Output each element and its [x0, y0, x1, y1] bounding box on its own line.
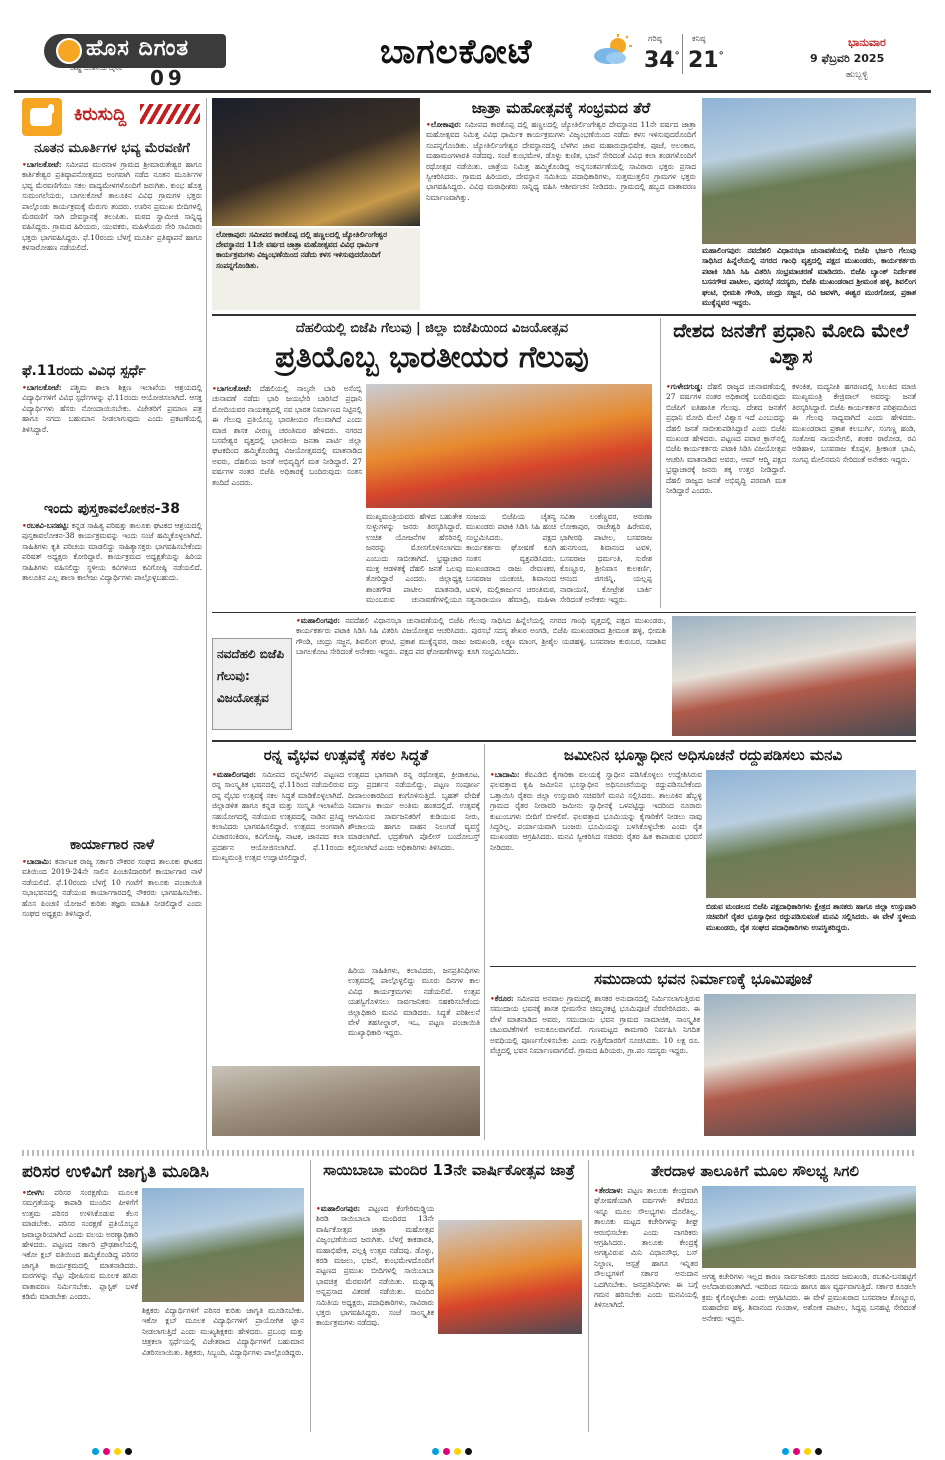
sai-body: •ಮಹಾಲಿಂಗಪುರ: ಪಟ್ಟಣದ ಕೆಂಗೇರಿಮಡ್ಡಿಯ ಶಿರಡಿ ಸಾಯಿಬಾಬಾ ಮಂದಿರದ 13ನೇ ವಾರ್ಷಿಕೋತ್ಸವ ಜಾತ್ರಾ ಮಹೋತ್ಸವ ವಿಜೃಂಭಣೆಯಿಂದ ಜರುಗಿತು. ಬೆಳಗ್ಗೆ ಕಾಕಡಾರತಿ, ಮಹಾಭಿಷೇಕ, ಪಲ್ಲಕ್ಕಿ ಉತ್ಸವ ನಡೆದವು. ಡೊಳ್ಳು, ಕರಡಿ ಮಜಲು, ಭಜನೆ, ಕುಂಭಮೇಳದೊಂದಿಗೆ ಪಟ್ಟಣದ ಪ್ರಮುಖ ಬೀದಿಗಳಲ್ಲಿ ಸಾಯಿಬಾಬಾ ಭಾವಚಿತ್ರ ಮೆರವಣಿಗೆ ನಡೆಯಿತು. ಮಧ್ಯಾಹ್ನ ಅನ್ನಪ್ರಸಾದ ವಿತರಣೆ ನಡೆಯಿತು. ಮಂದಿರ ಸಮಿತಿಯ ಅಧ್ಯಕ್ಷರು, ಪದಾಧಿಕಾರಿಗಳು, ಸಾವಿರಾರು ಭಕ್ತರು ಭಾಗವಹಿಸಿದ್ದರು. ಸಂಜೆ ಸಾಂಸ್ಕೃತಿಕ ಕಾರ್ಯಕ್ರಮಗಳು ನಡೆದವು.: [316, 1204, 434, 1328]
edition-name: ಹುಬ್ಬಳ್ಳಿ: [846, 70, 868, 80]
story-title: ಇಂದು ಪುಸ್ತಕಾವಲೋಕನ-38: [44, 501, 180, 517]
sidebar-story: [22, 836, 202, 1121]
photo-caption: ಬಿಡುವ ಮಂಡಲದ ಬಿಜೆಪಿ ಪಕ್ಷದಾಧಿಕಾರಿಗಳು ಕ್ಷೇತ್ರದ ಶಾಸಕರು ಹಾಗೂ ಜಿಲ್ಲಾ ಉಸ್ತುವಾರಿ ಸಚಿವರಿಗೆ ರೈತರ ಭೂಸ್ವಾಧೀನ ರದ್ದುಪಡಿಸುವಂತೆ ಮನವಿ ಸಲ್ಲಿಸಿದರು. ಈ ವೇಳೆ ಸ್ಥಳೀಯ ಮುಖಂಡರು, ರೈತ ಸಂಘದ ಪದಾಧಿಕಾರಿಗಳು ಉಪಸ್ಥಿತರಿದ್ದರು.: [706, 902, 916, 932]
section-rule: [490, 966, 916, 967]
env-body-col2: ಶಿಕ್ಷಕರು ವಿದ್ಯಾರ್ಥಿಗಳಿಗೆ ಪರಿಸರ ಕುರಿತು ಜಾಗೃತಿ ಮೂಡಿಸಬೇಕು. ಇಕೋ ಕ್ಲಬ್ ಮೂಲಕ ವಿದ್ಯಾರ್ಥಿಗಳಿಗೆ ಪ್ರಾಯೋಗಿಕ ಜ್ಞಾನ ನೀಡಲಾಗುತ್ತಿದೆ ಎಂದು ಮುಖ್ಯಶಿಕ್ಷಕರು ಹೇಳಿದರು. ಪ್ರಬಂಧ ಮತ್ತು ಚಿತ್ರಕಲಾ ಸ್ಪರ್ಧೆಯಲ್ಲಿ ವಿಜೇತರಾದ ವಿದ್ಯಾರ್ಥಿಗಳಿಗೆ ಬಹುಮಾನ ವಿತರಿಸಲಾಯಿತು. ಶಿಕ್ಷಕರು, ಸಿಬ್ಬಂದಿ, ವಿದ್ಯಾರ್ಥಿಗಳು ಪಾಲ್ಗೊಂಡಿದ್ದರು.: [142, 1306, 304, 1357]
lead-body-col2: ಮುಖ್ಯಮಂತ್ರಿಯವರು ಹೇಳಿದ ಬಹುತೇಕ ಸುಳ್ಳುಗಳನ್ನು ಜನರು ತಿರಸ್ಕರಿಸಿದ್ದಾರೆ. ಉಚಿತ ಯೋಜನೆಗಳ ಹೆಸರಿನಲ್ಲಿ ಜನರನ್ನು ಮೋಸಗೊಳಿಸಲಾಗದು ಎಂಬುದು ಸಾಬೀತಾಗಿದೆ. ಭ್ರಷ್ಟಾಚಾರ ಮುಕ್ತ ಆಡಳಿತಕ್ಕೆ ದೆಹಲಿ ಜನತೆ ಒಲವು ತೋರಿದ್ದಾರೆ ಎಂದರು. ಜಿಲ್ಲಾಧ್ಯಕ್ಷ ಶಾಂತಗೌಡ ಪಾಟೀಲ ಮಾತನಾಡಿ, ಮುಂಬರುವ ಚುನಾವಣೆಗಳಲ್ಲಿಯೂ: [366, 512, 462, 605]
community-body: •ಕೆರೂರ: ಸಮೀಪದ ಅನವಾಲ ಗ್ರಾಮದಲ್ಲಿ ಶಾಸಕರ ಅನುದಾನದಲ್ಲಿ ನಿರ್ಮಿಸಲಾಗುತ್ತಿರುವ ಸಮುದಾಯ ಭವನಕ್ಕೆ ಶಾಸಕ ಭೀಮಸೇನ ಚಿಮ್ಮನಕಟ್ಟಿ ಭೂಮಿಪೂಜೆ ನೆರವೇರಿಸಿದರು. ಈ ವೇಳೆ ಮಾತನಾಡಿದ ಅವರು, ಸಮುದಾಯ ಭವನ ಗ್ರಾಮದ ಸಾಮಾಜಿಕ, ಸಾಂಸ್ಕೃತಿಕ ಚಟುವಟಿಕೆಗಳಿಗೆ ಅನುಕೂಲವಾಗಲಿದೆ. ಗುಣಮಟ್ಟದ ಕಾಮಗಾರಿ ನಿರ್ವಹಿಸಿ ನಿಗದಿತ ಅವಧಿಯಲ್ಲಿ ಪೂರ್ಣಗೊಳಿಸಬೇಕು ಎಂದು ಗುತ್ತಿಗೆದಾರರಿಗೆ ಸೂಚಿಸಿದರು. 10 ಲಕ್ಷ ರೂ. ವೆಚ್ಚದಲ್ಲಿ ಭವನ ನಿರ್ಮಾಣವಾಗಲಿದೆ. ಗ್ರಾಮದ ಹಿರಿಯರು, ಗ್ರಾ.ಪಂ ಸದಸ್ಯರು ಇದ್ದರು.: [490, 994, 700, 1056]
navadehali-label-box: [212, 638, 292, 730]
terdal-headline: ತೇರದಾಳ ತಾಲೂಕಿಗೆ ಮೂಲ ಸೌಲಭ್ಯ ಸಿಗಲಿ: [651, 1162, 859, 1180]
temp-divider: [682, 34, 683, 74]
land-body: •ಬಾದಾಮಿ: ಕೆಐಎಡಿಬಿ ಕೈಗಾರಿಕಾ ವಲಯಕ್ಕೆ ಸ್ವಾಧೀನ ಪಡಿಸಿಕೊಳ್ಳಲು ಉದ್ದೇಶಿಸಿರುವ ಫಲವತ್ತಾದ ಕೃಷಿ ಜಮೀನಿನ ಭೂಸ್ವಾಧೀನ ಅಧಿಸೂಚನೆಯನ್ನು ರದ್ದುಪಡಿಸಬೇಕೆಂದು ಒತ್ತಾಯಿಸಿ ರೈತರು ಜಿಲ್ಲಾ ಉಸ್ತುವಾರಿ ಸಚಿವರಿಗೆ ಮನವಿ ಸಲ್ಲಿಸಿದರು. ತಾಲೂಕಿನ ಹೆಬ್ಬಳ್ಳಿ ಗ್ರಾಮದ ರೈತರ ನೀರಾವರಿ ಜಮೀನು ಸ್ವಾಧೀನಕ್ಕೆ ಒಳಪಟ್ಟಿದ್ದು ಇದರಿಂದ ನೂರಾರು ಕುಟುಂಬಗಳು ಬೀದಿಗೆ ಬೀಳಲಿವೆ. ಫಲವತ್ತಾದ ಭೂಮಿಯನ್ನು ಕೈಗಾರಿಕೆಗೆ ನೀಡಲು ನಾವು ಸಿದ್ಧರಿಲ್ಲ. ಪರ್ಯಾಯವಾಗಿ ಬಂಜರು ಭೂಮಿಯನ್ನು ಬಳಸಿಕೊಳ್ಳಬೇಕು ಎಂದು ರೈತ ಮುಖಂಡರು ಆಗ್ರಹಿಸಿದರು. ಮನವಿ ಸ್ವೀಕರಿಸಿದ ಸಚಿವರು ರೈತರ ಹಿತ ಕಾಪಾಡುವ ಭರವಸೆ ನೀಡಿದರು.: [490, 770, 702, 852]
story-body: •ಬಾಗಲಕೋಟೆ: ಸಮೀಪದ ಮುರನಾಳ ಗ್ರಾಮದ ಶ್ರೀಮಾರುತೇಶ್ವರ ಹಾಗೂ ಕಾರ್ತಿಕೇಶ್ವರ ಪ್ರತಿಷ್ಠಾಪನೋತ್ಸವದ ಅಂಗವಾಗಿ ನಡೆದ ನೂತನ ಮೂರ್ತಿಗಳ ಭವ್ಯ ಮೆರವಣಿಗೆಯು ಸಕಲ ವಾದ್ಯಮೇಳಗಳೊಂದಿಗೆ ಜರುಗಿತು. ಕುಂಭ ಹೊತ್ತ ಸುಮಂಗಲೆಯರು, ಬಾಗಲಕೋಟೆ ತಾಲೂಕಿನ ವಿವಿಧ ಗ್ರಾಮಗಳ ಭಕ್ತರು ಪಾಲ್ಗೊಂಡು ಕಾರ್ಯಕ್ರಮಕ್ಕೆ ಮೆರುಗು ತಂದರು. ಊರಿನ ಪ್ರಮುಖ ಬೀದಿಗಳಲ್ಲಿ ಮೆರವಣಿಗೆ ಸಾಗಿ ದೇವಸ್ಥಾನಕ್ಕೆ ತಲುಪಿತು. ಮಠದ ಸ್ವಾಮೀಜಿ ಸಾನ್ನಿಧ್ಯ ವಹಿಸಿದ್ದರು. ಗ್ರಾಮದ ಹಿರಿಯರು, ಯುವಕರು, ಮಹಿಳೆಯರು ಸೇರಿ ಸಾವಿರಾರು ಭಕ್ತರು ಭಾಗವಹಿಸಿದ್ದರು. ಫೆ.10ರಂದು ಬೆಳಗ್ಗೆ ಮೂರ್ತಿ ಪ್ರತಿಷ್ಠಾಪನೆ ಹಾಗೂ ಕಳಸಾರೋಹಣ ನಡೆಯಲಿದೆ.: [22, 160, 202, 253]
terdal-photo: [702, 1186, 916, 1268]
photo-caption: ಲೋಕಾಪುರ: ಸಮೀಪದ ಕಾರಕೊಪ್ಪ ದಲ್ಲಿ ಹಣ್ಣಲದಲ್ಲಿ ಜ್ಯೋತಿರ್ಲಿಂಗೇಶ್ವರ ದೇವಸ್ಥಾನದ 11ನೇ ವರ್ಷದ ಜಾತ್ರಾ ಮಹೋತ್ಸವದ ವಿವಿಧ ಧಾರ್ಮಿಕ ಕಾರ್ಯಕ್ರಮಗಳು ವಿಜೃಂಭಣೆಯಿಂದ ನಡೆದು ಕಳಸ ಇಳಿಸುವುದರೊಂದಿಗೆ ಸಂಪನ್ನಗೊಂಡಿತು.: [212, 228, 420, 310]
temp-max-value: 34°: [644, 48, 680, 73]
navadehali-body: •ಮಹಾಲಿಂಗಪುರ: ನವದೆಹಲಿ ವಿಧಾನಸಭಾ ಚುನಾವಣೆಯಲ್ಲಿ ಬಿಜೆಪಿ ಗೆಲುವು ಸಾಧಿಸಿದ ಹಿನ್ನೆಲೆಯಲ್ಲಿ ನಗರದ ಗಾಂಧಿ ವೃತ್ತದಲ್ಲಿ ಪಕ್ಷದ ಮುಖಂಡರು, ಕಾರ್ಯಕರ್ತರು ಪಟಾಕಿ ಸಿಡಿಸಿ ಸಿಹಿ ವಿತರಿಸಿ ವಿಜಯೋತ್ಸವ ಆಚರಿಸಿದರು. ಪುರಸಭೆ ಸದಸ್ಯ ಶೇಖರ ಅಂಗಡಿ, ಬಿಜೆಪಿ ಮುಖಂಡರಾದ ಶ್ರೀಮಂತ ಹಳ್ಳಿ, ಭೀಮಶಿ ಗೌಂಡಿ, ಚಂದ್ರು ಸಜ್ಜನ, ಶಿವಲಿಂಗ ಘಂಟಿ, ಪ್ರಕಾಶ ಮುಕ್ಕೆನ್ನವರ, ರಾಜು ಜಮಖಂಡಿ, ಲಕ್ಷ್ಮಣ ಮಾಂಗ, ಶ್ರೀಶೈಲ ಯಡಹಳ್ಳಿ, ಬಸವರಾಜ ಕುರುಬರ, ಸದಾಶಿವ ಬಾಗಲಕೋಟ ಸೇರಿದಂತೆ ಅನೇಕರು ಇದ್ದರು. ಪಕ್ಷದ ಪರ ಘೋಷಣೆಗಳನ್ನು ಕೂಗಿ ಸಂಭ್ರಮಿಸಿದರು.: [296, 616, 666, 657]
community-headline: ಸಮುದಾಯ ಭವನ ನಿರ್ಮಾಣಕ್ಕೆ ಭೂಮಿಪೂಜೆ: [593, 970, 812, 988]
story-body: •ರಬಕವಿ-ಬನಹಟ್ಟಿ: ಕನ್ನಡ ಸಾಹಿತ್ಯ ಪರಿಷತ್ತು ತಾಲೂಕು ಘಟಕದ ಆಶ್ರಯದಲ್ಲಿ ಪುಸ್ತಕಾವಲೋಕನ-38 ಕಾರ್ಯಕ್ರಮವನ್ನು ಇಂದು ಸಂಜೆ ಹಮ್ಮಿಕೊಳ್ಳಲಾಗಿದೆ. ಸಾಹಿತಿಗಳು ಕೃತಿ ಪರಿಚಯ ಮಾಡಲಿದ್ದು ಸಾಹಿತ್ಯಾಸಕ್ತರು ಭಾಗವಹಿಸಬೇಕೆಂದು ಪರಿಷತ್ ಅಧ್ಯಕ್ಷರು ಕೋರಿದ್ದಾರೆ. ಕಾರ್ಯಕ್ರಮದ ಅಧ್ಯಕ್ಷತೆಯನ್ನು ಹಿರಿಯ ಸಾಹಿತಿಗಳು ವಹಿಸಲಿದ್ದು ಸ್ಥಳೀಯ ಕವಿಗಳಿಂದ ಕವಿಗೋಷ್ಠಿ ನಡೆಯಲಿದೆ. ತಾಲೂಕಿನ ಎಲ್ಲ ಶಾಲಾ ಕಾಲೇಜು ವಿದ್ಯಾರ್ಥಿಗಳು ಪಾಲ್ಗೊಳ್ಳಬಹುದು.: [22, 521, 202, 583]
temp-min-value: 21°: [688, 48, 724, 73]
print-registration-dots: [780, 1440, 824, 1459]
ratna-body-col2: ಉತ್ಸವದ ಭಾಗವಾಗಿ ರನ್ನ ರಥೋತ್ಸವ, ಕ್ರೀಡಾಕೂಟ, ವಸ್ತು ಪ್ರದರ್ಶನ ನಡೆಯಲಿದ್ದು, ಪಟ್ಟಣ ಸಂಪೂರ್ಣ ದೀಪಾಲಂಕಾರದಿಂದ ಕಂಗೊಳಿಸುತ್ತಿದೆ. ಬೃಹತ್ ವೇದಿಕೆ ನಿರ್ಮಾಣ ಕಾರ್ಯ ಅಂತಿಮ ಹಂತದಲ್ಲಿದೆ. ಉತ್ಸವಕ್ಕೆ ಆಗಮಿಸುವ ಸಾರ್ವಜನಿಕರಿಗೆ ಕುಡಿಯುವ ನೀರು, ಶೌಚಾಲಯ ಹಾಗೂ ವಾಹನ ನಿಲುಗಡೆ ವ್ಯವಸ್ಥೆ ಮಾಡಲಾಗಿದೆ. ಭದ್ರತೆಗಾಗಿ ಪೊಲೀಸ್ ಬಂದೋಬಸ್ತ್ ಕಲ್ಪಿಸಲಾಗಿದೆ ಎಂದು ಅಧಿಕಾರಿಗಳು ತಿಳಿಸಿದರು.: [348, 770, 480, 852]
day-name: ಭಾನುವಾರ: [848, 36, 886, 49]
column-divider: [206, 98, 207, 1150]
lead-body-col1: •ಬಾಗಲಕೋಟೆ: ದೆಹಲಿಯಲ್ಲಿ ನಾಲ್ಕನೇ ಬಾರಿ ಅಸೆಂಬ್ಲಿ ಚುನಾವಣೆ ನಡೆದು ಭಾರಿ ಜಯಭೇರಿ ಬಾರಿಸಿದೆ ಪ್ರಧಾನಿ ಮೋದಿಯವರ ನಾಯಕತ್ವದಲ್ಲಿ ನವ ಭಾರತ ನಿರ್ಮಾಣದ ನಿಟ್ಟಿನಲ್ಲಿ ಈ ಗೆಲುವು ಪ್ರತಿಯೊಬ್ಬ ಭಾರತೀಯರ ಗೆಲುವಾಗಿದೆ ಎಂದು ಮಾಜಿ ಶಾಸಕ ವೀರಣ್ಣ ಚರಂತಿಮಠ ಹೇಳಿದರು. ನಗರದ ಬಸವೇಶ್ವರ ವೃತ್ತದಲ್ಲಿ ಭಾರತೀಯ ಜನತಾ ಪಾರ್ಟಿ ಜಿಲ್ಲಾ ಘಟಕದಿಂದ ಹಮ್ಮಿಕೊಂಡಿದ್ದ ವಿಜಯೋತ್ಸವದಲ್ಲಿ ಮಾತನಾಡಿದ ಅವರು, ದೆಹಲಿಯ ಜನತೆ ಅಭಿವೃದ್ಧಿಗೆ ಮತ ನೀಡಿದ್ದಾರೆ. 27 ವರ್ಷಗಳ ನಂತರ ಬಿಜೆಪಿ ಅಧಿಕಾರಕ್ಕೆ ಬಂದಿರುವುದು ಸಂತಸ ತಂದಿದೆ ಎಂದರು.: [212, 384, 362, 487]
story-title: ಕಾರ್ಯಾಗಾರ ನಾಳೆ: [69, 837, 155, 853]
sidebar-story: [22, 500, 202, 887]
story-body: •ಬಾದಾಮಿ: ಕರ್ನಾಟಕ ರಾಜ್ಯ ಸರ್ಕಾರಿ ನೌಕರರ ಸಂಘದ ತಾಲೂಕು ಘಟಕದ ವತಿಯಿಂದ 2019-24ನೇ ಸಾಲಿನ ಪಿಂಚಣಿದಾರರಿಗೆ ಕಾರ್ಯಾಗಾರ ನಾಳೆ ನಡೆಯಲಿದೆ. ಫೆ.10ರಂದು ಬೆಳಗ್ಗೆ 10 ಗಂಟೆಗೆ ತಾಲೂಕು ಪಂಚಾಯಿತಿ ಸಭಾಭವನದಲ್ಲಿ ನಡೆಯುವ ಕಾರ್ಯಾಗಾರದಲ್ಲಿ ನೌಕರರು ಭಾಗವಹಿಸಬೇಕು. ಹೊಸ ಪಿಂಚಣಿ ಯೋಜನೆ ಕುರಿತು ತಜ್ಞರು ಮಾಹಿತಿ ನೀಡಲಿದ್ದಾರೆ ಎಂದು ಸಂಘದ ಅಧ್ಯಕ್ಷರು ತಿಳಿಸಿದ್ದಾರೆ.: [22, 857, 202, 919]
print-registration-dots: [430, 1440, 474, 1459]
meeting-photo: [212, 1066, 480, 1136]
newspaper-tagline: ರಾಷ್ಟ್ರ ಚಿಂತನೆಯ ದೈನಿಕ: [70, 64, 123, 72]
lead-kicker: ದೆಹಲಿಯಲ್ಲಿ ಬಿಜೆಪಿ ಗೆಲುವು | ಜಿಲ್ಲಾ ಬಿಜೆಪಿಯಿಂದ ವಿಜಯೋತ್ಸವ: [295, 321, 569, 336]
hand-pointing-icon: [22, 98, 62, 136]
modi-headline: ದೇಶದ ಜನತೆಗೆ ಪ್ರಧಾನಿ ಮೋದಿ ಮೇಲೆ ವಿಶ್ವಾಸ: [673, 320, 909, 368]
lead-headline: ಪ್ರತಿಯೊಬ್ಬ ಭಾರತೀಯರ ಗೆಲುವು: [275, 340, 589, 375]
navadehali-label: ನವದೆಹಲಿ ಬಿಜೆಪಿ ಗೆಲುವು: ವಿಜಯೋತ್ಸವ: [217, 647, 285, 705]
terdal-body-col2: ಅಗತ್ಯ ಕಚೇರಿಗಳು ಇಲ್ಲದ ಕಾರಣ ಸಾರ್ವಜನಿಕರು ದೂರದ ಜಮಖಂಡಿ, ರಬಕವಿ-ಬನಹಟ್ಟಿಗೆ ಅಲೆದಾಡುವಂತಾಗಿದೆ. ಇದರಿಂದ ಸಮಯ ಹಾಗೂ ಹಣ ವ್ಯರ್ಥವಾಗುತ್ತಿದೆ. ಸರ್ಕಾರ ಕೂಡಲೇ ಕ್ರಮ ಕೈಗೊಳ್ಳಬೇಕು ಎಂದು ಆಗ್ರಹಿಸಿದರು. ಈ ವೇಳೆ ಪ್ರಮುಖರಾದ ಬಸವರಾಜ ಕೊಣ್ಣೂರ, ಮಹಾದೇವ ಹಳ್ಳಿ, ಶಿವಾನಂದ ಗುಂಡಾಳ, ಅಶೋಕ ಪಾಟೀಲ, ಸಿದ್ದಪ್ಪ ಬನಹಟ್ಟಿ ಸೇರಿದಂತೆ ಅನೇಕರು ಇದ್ದರು.: [702, 1272, 916, 1323]
bjp-victory-photo: [366, 384, 652, 508]
ratna-headline: ರನ್ನ ವೈಭವ ಉತ್ಸವಕ್ಕೆ ಸಕಲ ಸಿದ್ಧತೆ: [263, 746, 429, 764]
temple-night-photo: [212, 98, 420, 226]
modi-body-col2: ಕಳಂಕಿತ, ಮದ್ಯನೀತಿ ಹಗರಣದಲ್ಲಿ ಸಿಲುಕಿದ ಮಾಜಿ ಮುಖ್ಯಮಂತ್ರಿ ಕೇಜ್ರಿವಾಲ್ ಅವರನ್ನು ಜನತೆ ತಿರಸ್ಕರಿಸಿದ್ದಾರೆ. ಬಿಜೆಪಿ ಕಾರ್ಯಕರ್ತರ ಪರಿಶ್ರಮದಿಂದ ಈ ಗೆಲುವು ಸಾಧ್ಯವಾಗಿದೆ ಎಂದು ಹೇಳಿದರು. ಮುಖಂಡರಾದ ಪ್ರಕಾಶ ಕಲಬುರ್ಗಿ, ಸಂಗಣ್ಣ ಹಂಡಿ, ಸಂತೋಷ ನಾಯನೇಗಲಿ, ಶಂಕರ ರಾಠೋಡ, ರವಿ ಅಡಿಹಾಳ, ಬಸವರಾಜ ಕೊಪ್ಪಳ, ಶ್ರೀಕಾಂತ ಭಾವಿ, ಸಂಗಪ್ಪ ಮೇಲಿನಮನಿ ಸೇರಿದಂತೆ ಅನೇಕರು ಇದ್ದರು.: [792, 382, 916, 464]
temp-max-label: ಗರಿಷ್ಠ: [648, 34, 662, 43]
page-number: 09: [150, 66, 186, 90]
story-body: •ಲೋಕಾಪುರ: ಸಮೀಪದ ಕಾರಕೊಪ್ಪ ದಲ್ಲಿ ಹಣ್ಣಲದಲ್ಲಿ ಜ್ಯೋತಿರ್ಲಿಂಗೇಶ್ವರ ದೇವಸ್ಥಾನದ 11ನೇ ವರ್ಷದ ಜಾತ್ರಾ ಮಹೋತ್ಸವದ ನಿಮಿತ್ತ ವಿವಿಧ ಧಾರ್ಮಿಕ ಕಾರ್ಯಕ್ರಮಗಳು ವಿಜೃಂಭಣೆಯಿಂದ ನಡೆದು ಕಳಸ ಇಳಿಸುವುದರೊಂದಿಗೆ ಸಂಪನ್ನಗೊಂಡಿತು. ಜ್ಯೋತಿರ್ಲಿಂಗೇಶ್ವರ ದೇವಸ್ಥಾನದಲ್ಲಿ ಬೆಳಗಿನ ಜಾವ ಮಹಾರುದ್ರಾಭಿಷೇಕ, ಪೂಜೆ, ಅಲಂಕಾರ, ಮಹಾಮಂಗಳಾರತಿ ನಡೆದವು. ಸಂಜೆ ಕುಂಭಮೇಳ, ಡೊಳ್ಳು ಕುಣಿತ, ಭಜನೆ ಸೇರಿದಂತೆ ವಿವಿಧ ಕಲಾ ತಂಡಗಳೊಂದಿಗೆ ರಥೋತ್ಸವ ನಡೆಯಿತು. ಜಾತ್ರೆಯ ನಿಮಿತ್ತ ಹಮ್ಮಿಕೊಂಡಿದ್ದ ಅನ್ನಸಂತರ್ಪಣೆಯಲ್ಲಿ ಸಾವಿರಾರು ಭಕ್ತರು ಪ್ರಸಾದ ಸ್ವೀಕರಿಸಿದರು. ಗ್ರಾಮದ ಹಿರಿಯರು, ದೇವಸ್ಥಾನ ಸಮಿತಿಯ ಪದಾಧಿಕಾರಿಗಳು, ಸುತ್ತಮುತ್ತಲಿನ ಗ್ರಾಮಗಳ ಭಕ್ತರು ಭಾಗವಹಿಸಿದ್ದರು. ವಿವಿಧ ಮಠಾಧೀಶರು ಸಾನ್ನಿಧ್ಯ ವಹಿಸಿ ಆಶೀರ್ವಚನ ನೀಡಿದರು. ಗ್ರಾಮದಲ್ಲಿ ಹಬ್ಬದ ವಾತಾವರಣ ನಿರ್ಮಾಣವಾಗಿತ್ತು.: [426, 120, 696, 202]
sidebar-story: [22, 362, 202, 495]
column-divider: [660, 318, 661, 608]
story-title: ಫೆ.11ರಂದು ವಿವಿಧ ಸ್ಪರ್ಧೆ: [22, 363, 146, 379]
section-rule: [212, 314, 916, 316]
lead-body-col3: ಸಂಜಯ ಬಿಜೆಪಿಯ ಚೈತನ್ಯ ಮುಖಂಡರು ಪಟಾಕಿ ಸಿಡಿಸಿ ಸಿಹಿ ಹಂಚಿ ಸಂಭ್ರಮಿಸಿದರು. ಪಕ್ಷದ ಕಾರ್ಯಕರ್ತರು ಘೋಷಣೆ ಕೂಗಿ ಸಂತಸ ವ್ಯಕ್ತಪಡಿಸಿದರು. ಮುಖಂಡರಾದ ರಾಜು ರೇವಣಕರ, ಬಸವರಾಜ ಯಂಕಂಚಿ, ಶಿವಾನಂದ ಟವಳಿ, ಮಲ್ಲಿಕಾರ್ಜುನ ಚರಂತಿಮಠ, ಸತ್ಯನಾರಾಯಣ ಹೆಮಾದ್ರಿ, ಮಹಿಳಾ: [466, 512, 556, 605]
section-title-kirusuddi: ಕಿರುಸುದ್ದಿ: [74, 104, 127, 125]
section-rule: [212, 740, 916, 742]
masthead-rule: [14, 90, 931, 93]
navadehali-crowd-photo: [672, 616, 916, 736]
column-divider: [310, 1160, 311, 1432]
bhoomipuja-photo: [704, 994, 916, 1136]
partly-cloudy-icon: [592, 34, 634, 66]
bjp-celebration-photo: [702, 98, 916, 244]
logo-sun-icon: [56, 38, 82, 64]
story-body: •ಬಾಗಲಕೋಟೆ: ಪಶ್ಚಿಮ ಶಾಲಾ ಶಿಕ್ಷಣ ಇಲಾಖೆಯ ಆಶ್ರಯದಲ್ಲಿ ವಿದ್ಯಾರ್ಥಿಗಳಿಗೆ ವಿವಿಧ ಸ್ಪರ್ಧೆಗಳನ್ನು ಫೆ.11ರಂದು ಆಯೋಜಿಸಲಾಗಿದೆ. ಆಸಕ್ತ ವಿದ್ಯಾರ್ಥಿಗಳು ಹೆಸರು ನೋಂದಾಯಿಸಬೇಕು. ವಿಜೇತರಿಗೆ ಪ್ರಮಾಣ ಪತ್ರ ಹಾಗೂ ನಗದು ಬಹುಮಾನ ನೀಡಲಾಗುವುದು ಎಂದು ಪ್ರಕಟಣೆಯಲ್ಲಿ ತಿಳಿಸಿದ್ದಾರೆ.: [22, 383, 202, 434]
photo-caption: ಮಹಾಲಿಂಗಪುರ: ನವದೆಹಲಿ ವಿಧಾನಸಭಾ ಚುನಾವಣೆಯಲ್ಲಿ ಬಿಜೆಪಿ ಭರ್ಜರಿ ಗೆಲುವು ಸಾಧಿಸಿದ ಹಿನ್ನೆಲೆಯಲ್ಲಿ ನಗರದ ಗಾಂಧಿ ವೃತ್ತದಲ್ಲಿ ಪಕ್ಷದ ಮುಖಂಡರು, ಕಾರ್ಯಕರ್ತರು ಪಟಾಕಿ ಸಿಡಿಸಿ ಸಿಹಿ ವಿತರಿಸಿ ಸಂಭ್ರಮಾಚರಣೆ ಮಾಡಿದರು. ಬಿಜೆಪಿ ಬ್ಯಾಂಕ್ ನಿರ್ದೇಶಕ ಬಸನಗೌಡ ಪಾಟೀಲ, ಪುರಸಭೆ ಸದಸ್ಯರು, ಬಿಜೆಪಿ ಮುಖಂಡರಾದ ಶ್ರೀಮಂತ ಹಳ್ಳಿ, ಶಿವಲಿಂಗ ಘಂಟಿ, ಭೀಮಶಿ ಗೌಂಡಿ, ಚಂದ್ರು ಸಜ್ಜನ, ರವಿ ಜವಳಗಿ, ಈಶ್ವರ ಮುರಗೋಡ, ಪ್ರಕಾಶ ಮುಕ್ಕೆನ್ನವರ ಇದ್ದರು.: [702, 246, 916, 308]
section-rule: [212, 612, 916, 613]
terdal-body-col1: •ತೇರದಾಳ: ಪಟ್ಟಣ ತಾಲೂಕು ಕೇಂದ್ರವಾಗಿ ಘೋಷಣೆಯಾಗಿ ವರ್ಷಗಳೇ ಕಳೆದರೂ ಇನ್ನೂ ಮೂಲ ಸೌಲಭ್ಯಗಳು ದೊರೆತಿಲ್ಲ. ತಾಲೂಕು ಮಟ್ಟದ ಕಚೇರಿಗಳನ್ನು ಶೀಘ್ರ ಆರಂಭಿಸಬೇಕು ಎಂದು ನಾಗರಿಕರು ಆಗ್ರಹಿಸಿದರು. ತಾಲೂಕು ಕೇಂದ್ರಕ್ಕೆ ಅಗತ್ಯವಿರುವ ಮಿನಿ ವಿಧಾನಸೌಧ, ಬಸ್ ನಿಲ್ದಾಣ, ಆಸ್ಪತ್ರೆ ಹಾಗೂ ಇನ್ನಿತರ ಸೌಲಭ್ಯಗಳಿಗೆ ಸರ್ಕಾರ ಅನುದಾನ ಒದಗಿಸಬೇಕು. ಜನಪ್ರತಿನಿಧಿಗಳು ಈ ಬಗ್ಗೆ ಗಮನ ಹರಿಸಬೇಕು ಎಂದು ಮನವಿಯಲ್ಲಿ ತಿಳಿಸಲಾಗಿದೆ.: [594, 1186, 698, 1310]
temp-min-label: ಕನಿಷ್ಠ: [692, 34, 706, 43]
modi-body-col1: •ಗುಳೇದಗುಡ್ಡ: ದೆಹಲಿ ರಾಜ್ಯದ ಚುನಾವಣೆಯಲ್ಲಿ 27 ವರ್ಷಗಳ ನಂತರ ಅಧಿಕಾರಕ್ಕೆ ಬಂದಿರುವುದು ಬಿಜೆಪಿಗೆ ಐತಿಹಾಸಿಕ ಗೆಲುವು. ದೇಶದ ಜನತೆಗೆ ಪ್ರಧಾನಿ ಮೋದಿ ಮೇಲೆ ವಿಶ್ವಾಸ ಇದೆ ಎಂಬುದನ್ನು ದೆಹಲಿ ಜನತೆ ಸಾಬೀತುಪಡಿಸಿದ್ದಾರೆ ಎಂದು ಬಿಜೆಪಿ ಮುಖಂಡ ಹೇಳಿದರು. ಪಟ್ಟಣದ ಪವಾರ ಕ್ರಾಸ್‌ನಲ್ಲಿ ಬಿಜೆಪಿ ಕಾರ್ಯಕರ್ತರು ಪಟಾಕಿ ಸಿಡಿಸಿ ವಿಜಯೋತ್ಸವ ಆಚರಿಸಿ ಮಾತನಾಡಿದ ಅವರು, ಆಮ್ ಆದ್ಮಿ ಪಕ್ಷದ ಭ್ರಷ್ಟಾಚಾರಕ್ಕೆ ಜನರು ತಕ್ಕ ಉತ್ತರ ನೀಡಿದ್ದಾರೆ. ದೆಹಲಿ ರಾಜ್ಯದ ಜನತೆ ಅಭಿವೃದ್ಧಿ ಪರವಾಗಿ ಮತ ನೀಡಿದ್ದಾರೆ ಎಂದರು.: [666, 382, 786, 496]
env-body-col1: •ಬೀಳಗಿ: ಪರಿಸರ ಸಂರಕ್ಷಣೆಯ ಮೂಲಕ ಸಮಗ್ರತೆಯನ್ನು ಕಾಪಾಡಿ ಮುಂದಿನ ಪೀಳಿಗೆಗೆ ಉತ್ತಮ ಪರಿಸರ ಉಳಿಸಿಕೊಡುವ ಕೆಲಸ ಮಾಡಬೇಕು. ಪರಿಸರ ಸಂರಕ್ಷಣೆ ಪ್ರತಿಯೊಬ್ಬರ ಜವಾಬ್ದಾರಿಯಾಗಿದೆ ಎಂದು ವಲಯ ಅರಣ್ಯಾಧಿಕಾರಿ ಹೇಳಿದರು. ಪಟ್ಟಣದ ಸರ್ಕಾರಿ ಪ್ರೌಢಶಾಲೆಯಲ್ಲಿ ಇಕೋ ಕ್ಲಬ್ ವತಿಯಿಂದ ಹಮ್ಮಿಕೊಂಡಿದ್ದ ಪರಿಸರ ಜಾಗೃತಿ ಕಾರ್ಯಕ್ರಮದಲ್ಲಿ ಮಾತನಾಡಿದರು. ಮರಗಳನ್ನು ನೆಟ್ಟು ಪೋಷಿಸುವ ಮೂಲಕ ಹಸಿರು ವಾತಾವರಣ ನಿರ್ಮಿಸಬೇಕು. ಪ್ಲಾಸ್ಟಿಕ್ ಬಳಕೆ ಕಡಿಮೆ ಮಾಡಬೇಕು ಎಂದರು.: [22, 1188, 138, 1302]
ratna-body-col1: •ಮಹಾಲಿಂಗಪುರ: ಸಮೀಪದ ರನ್ನಬೆಳಗಲಿ ಪಟ್ಟಣದ ರನ್ನ ಸಾಂಸ್ಕೃತಿಕ ಭವನದಲ್ಲಿ ಫೆ.11ರಿಂದ ನಡೆಯಲಿರುವ ರನ್ನ ವೈಭವ ಉತ್ಸವಕ್ಕೆ ಸಕಲ ಸಿದ್ಧತೆ ಮಾಡಿಕೊಳ್ಳಲಾಗಿದೆ. ಜಿಲ್ಲಾಡಳಿತ ಹಾಗೂ ಕನ್ನಡ ಮತ್ತು ಸಂಸ್ಕೃತಿ ಇಲಾಖೆಯ ಸಹಯೋಗದಲ್ಲಿ ನಡೆಯುವ ಉತ್ಸವದಲ್ಲಿ ನಾಡಿನ ಪ್ರಸಿದ್ಧ ಕಲಾವಿದರು ಭಾಗವಹಿಸಲಿದ್ದಾರೆ. ಉತ್ಸವದ ಅಂಗವಾಗಿ ವಿಚಾರಸಂಕಿರಣ, ಕವಿಗೋಷ್ಠಿ, ನಾಟಕ, ಜಾನಪದ ಕಲಾ ಪ್ರದರ್ಶನ ಆಯೋಜಿಸಲಾಗಿದೆ. ಫೆ.11ರಂದು ಮುಖ್ಯಮಂತ್ರಿ ಉತ್ಸವ ಉದ್ಘಾಟಿಸಲಿದ್ದಾರೆ.: [212, 770, 344, 863]
column-divider: [588, 1160, 589, 1432]
env-headline: ಪರಿಸರ ಉಳಿವಿಗೆ ಜಾಗೃತಿ ಮೂಡಿಸಿ: [22, 1162, 209, 1182]
sai-headline: ಸಾಯಿಬಾಬಾ ಮಂದಿರ 13ನೇ ವಾರ್ಷಿಕೋತ್ಸವ ಜಾತ್ರೆ: [323, 1161, 575, 1179]
print-registration-dots: [90, 1440, 134, 1459]
newspaper-logo: ಹೊಸ ದಿಗಂತ: [86, 36, 190, 61]
column-divider: [484, 744, 485, 1140]
story-jatra: [426, 98, 696, 316]
eco-club-photo: [142, 1188, 304, 1302]
ratna-body-col3: ಹಿರಿಯ ಸಾಹಿತಿಗಳು, ಕಲಾವಿದರು, ಜನಪ್ರತಿನಿಧಿಗಳು ಉತ್ಸವದಲ್ಲಿ ಪಾಲ್ಗೊಳ್ಳಲಿದ್ದು ಮೂರು ದಿನಗಳ ಕಾಲ ವಿವಿಧ ಕಾರ್ಯಕ್ರಮಗಳು ನಡೆಯಲಿವೆ. ಉತ್ಸವ ಯಶಸ್ವಿಗೊಳಿಸಲು ಸಾರ್ವಜನಿಕರು ಸಹಕರಿಸಬೇಕೆಂದು ಜಿಲ್ಲಾಧಿಕಾರಿ ಮನವಿ ಮಾಡಿದರು. ಸಿದ್ಧತೆ ಪರಿಶೀಲನೆ ವೇಳೆ ತಹಸೀಲ್ದಾರ್, ಇಒ, ಪಟ್ಟಣ ಪಂಚಾಯಿತಿ ಮುಖ್ಯಾಧಿಕಾರಿ ಇದ್ದರು.: [348, 966, 480, 1038]
story-title: ನೂತನ ಮೂರ್ತಿಗಳ ಭವ್ಯ ಮೆರವಣಿಗೆ: [34, 141, 190, 156]
section-band: [22, 1150, 916, 1156]
procession-photo: [438, 1220, 582, 1334]
story-title: ಜಾತ್ರಾ ಮಹೋತ್ಸವಕ್ಕೆ ಸಂಭ್ರಮದ ತೆರೆ: [471, 99, 651, 117]
lead-body-col4: ಸವಿತಾ ಲಂಕೆಣ್ಣವರ, ಅರುಣಾ ಲೋಕಾಪುರ, ರಾಜೇಶ್ವರಿ ಹಿರೇಮಠ, ಭಾಗೀರಥಿ ಪಾಟೀಲ, ಬಸವರಾಜ ಹುನಗುಂದ, ಶಿವಾನಂದ ಟವಳಿ, ಬಸವರಾಜ ಧರ್ಮಂತಿ, ಸುರೇಶ ಕೊಣ್ಣೂರ, ಶ್ರೀನಿವಾಸ ಕುಲಕರ್ಣಿ, ಆನಂದ ಜಿಗಜಿನ್ನಿ, ಯಲ್ಲಪ್ಪ ನಾರಾಯಣಿ, ಕೋಟ್ರೇಶ ಬಾರ್ಕಿ ಸೇರಿದಂತೆ ಅನೇಕರು ಇದ್ದರು.: [560, 512, 652, 605]
sidebar-story: [22, 140, 202, 340]
edition-city-title: ಬಾಗಲಕೋಟೆ: [380, 32, 533, 72]
section-stripes: [140, 104, 200, 124]
issue-date: 9 ಫೆಬ್ರವರಿ 2025: [810, 52, 885, 65]
land-headline: ಜಮೀನಿನ ಭೂಸ್ವಾಧೀನ ಅಧಿಸೂಚನೆ ರದ್ದುಪಡಿಸಲು ಮನವಿ: [563, 746, 843, 764]
farmers-memo-photo: [706, 770, 916, 898]
